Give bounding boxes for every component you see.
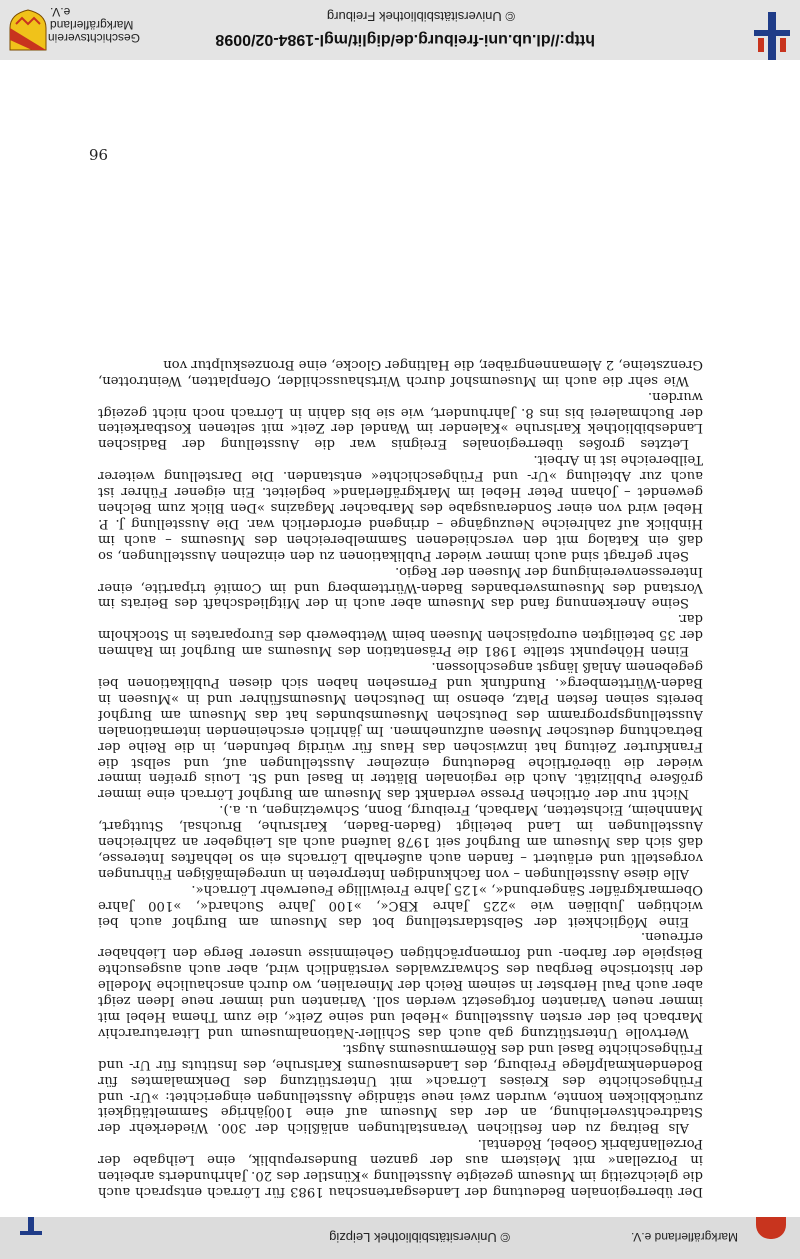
paragraph: Wertvolle Unterstützung gab auch das Schiller-Nationalmuseum und Literaturarchiv Marbach bei der ersten Ausstellung »Hebel und seine Zeit«, die zum Thema Hebel mit immer neuen Varianten fortgesetzt werden soll. Varianten und immer neue Ideen zeigt aber auch Paul Herbster in seinem Reich der Mineralien, wo durch anschauliche Modelle der historische Bergbau des Schwarzwaldes verständlich wird, aber auch ausgesuchte Beispiele der farben- und formenprächtigen Geheimnisse unserer Berge den Liebhaber erfreuen. (98, 929, 703, 1040)
paragraph: Nicht nur der örtlichen Presse verdankt das Museum am Burghof Lörrach eine immer größere Publizität. Auch die regionalen Blätter in Basel und St. Louis greifen immer wieder die überörtliche Bedeutung einzelner Ausstellungen auf, und selbst die Frankfurter Zeitung hat inzwischen das Haus für würdig befunden, in die Reihe der Betrachtung deutscher Museen aufzunehmen. Im jährlich erscheinenden internationalen Ausstellungsprogramm des Deutschen Museumsbundes hat das Museum am Burghof bereits seinen festen Platz, ebenso im Deutschen Museumsführer und in »Museen in Baden-Württemberg«. Rundfunk und Fernsehen haben sich diesen Publikationen bei gegebenem Anlaß längst angeschlossen. (98, 659, 703, 802)
paragraph: Letztes großes überregionales Ereignis war die Ausstellung der Badischen Landesbibliothek Karlsruhe »Kalender im Wandel der Zeit« mit seltenen Kostbarkeiten der Buchmalerei bis ins 8. Jahrhundert, wie sie bis dahin in Lörrach noch nicht gezeigt wurden. (98, 388, 703, 452)
coat-of-arms-icon[interactable] (8, 12, 48, 52)
paragraph: Alle diese Ausstellungen – von fachkundigen Interpreten in unregelmäßigen Führungen vorgestellt und erläutert – fanden auch außerhalb Lörrachs ein so lebhaftes Interesse, daß sich das Museum am Burghof seit 1978 laufend auch als Leihgeber an zahlreichen Ausstellungen im Land beteiligt (Baden-Baden, Karlsruhe, Bruchsal, Stuttgart, Mannheim, Eichstetten, Marbach, Freiburg, Bonn, Schwetzingen, u. a.). (98, 802, 703, 881)
society-line-1: Geschichtsverein (47, 31, 140, 45)
footer-bar (0, 1217, 800, 1259)
footer-library-logo-icon (20, 1217, 42, 1235)
library-credit: © Universitätsbibliothek Freiburg (326, 9, 515, 24)
paragraph: Der überregionalen Bedeutung der Landesgartenschau 1983 für Lörrach entsprach auch die gleichzeitig im Museum gezeigte Ausstellung »Künstler des 20. Jahrhunderts arbeiten in Porzellan« mit Meistern aus der ganzen Bundesrepublik, eine Leihgabe der Porzellanfabrik Goebel, Rödental. (98, 1136, 703, 1199)
unifr-logo-icon[interactable] (754, 12, 790, 60)
society-line-2: Markgräflerland e.V. (50, 5, 134, 32)
body-text (98, 159, 703, 1199)
document-url[interactable]: http://dl.ub.uni-freiburg.de/diglit/mgl-1984-02/0098 (215, 31, 595, 48)
header-bar (0, 0, 800, 60)
paragraph: Einen Höhepunkt stellte 1981 die Präsentation des Museums am Burghof im Rahmen der 35 beteiligten europäischen Museen beim Wettbewerb des Europarates in Stockholm dar. (98, 611, 703, 659)
paragraph: Als Beitrag zu den festlichen Veranstaltungen anläßlich der 300. Wiederkehr der Stadtrechtsverleihung, an der das Museum auf eine 100jährige Sammeltätigkeit zurückblicken konnte, wurden zwei neue ständige Ausstellungen eingerichtet: »Ur- und Frühgeschichte des Kreises Lörrach« mit Unterstützung des Denkmalamtes für Bodendenkmalpflege Freiburg, des Landesmuseums Karlsruhe, des Instituts für Ur- und Frühgeschichte Basel und des Römermuseums Augst. (98, 1040, 703, 1136)
paragraph: Sehr gefragt sind auch immer wieder Publikationen zu den einzelnen Ausstellungen, so daß ein Katalog mit den verschiedenen Sammelbereichen des Museums – auch im Hinblick auf zahlreiche Neuzugänge – dringend erforderlich war. Die Ausstellung J. P. Hebel wird von einer Sonderausgabe des Marbacher Magazins »Den Blick zum Belchen gewendet – Johann Peter Hebel im Markgräflerland« begleitet. Ein eigener Führer ist auch zur Abteilung »Ur- und Frühgeschichte« entstanden. Die Darstellung weiterer Teilbereiche ist in Arbeit. (98, 452, 703, 563)
footer-logo-icon (756, 1217, 786, 1239)
paragraph: Eine Möglichkeit der Selbstdarstellung bot das Museum am Burghof auch bei wichtigen Jubiläen wie »225 Jahre KBC«, »100 Jahre Suchard«, »100 Jahre Obermarkgräfler Sängerbund«, »125 Jahre Freiwillige Feuerwehr Lörrach«. (98, 881, 703, 929)
paragraph: Wie sehr die auch im Museumshof durch Wirtshausschilder, Ofenplatten, Weintrotten, Grenzsteine, 2 Alemannengräber, die Haltinger Glocke, eine Bronzeskulptur von (98, 356, 703, 388)
society-name (47, 5, 140, 45)
page-number: 96 (88, 145, 108, 163)
paragraph: Seine Anerkennung fand das Museum aber auch in der Mitgliedschaft des Beirats im Vorstand des Museumsverbandes Baden-Württemberg und im Comité tripartite, einer Interessenvereinigung der Museen der Regio. (98, 563, 703, 611)
footer-society-text: Markgräflerland e.V. (631, 1230, 738, 1244)
footer-library-text: © Universitätsbibliothek Leipzig (329, 1230, 510, 1245)
